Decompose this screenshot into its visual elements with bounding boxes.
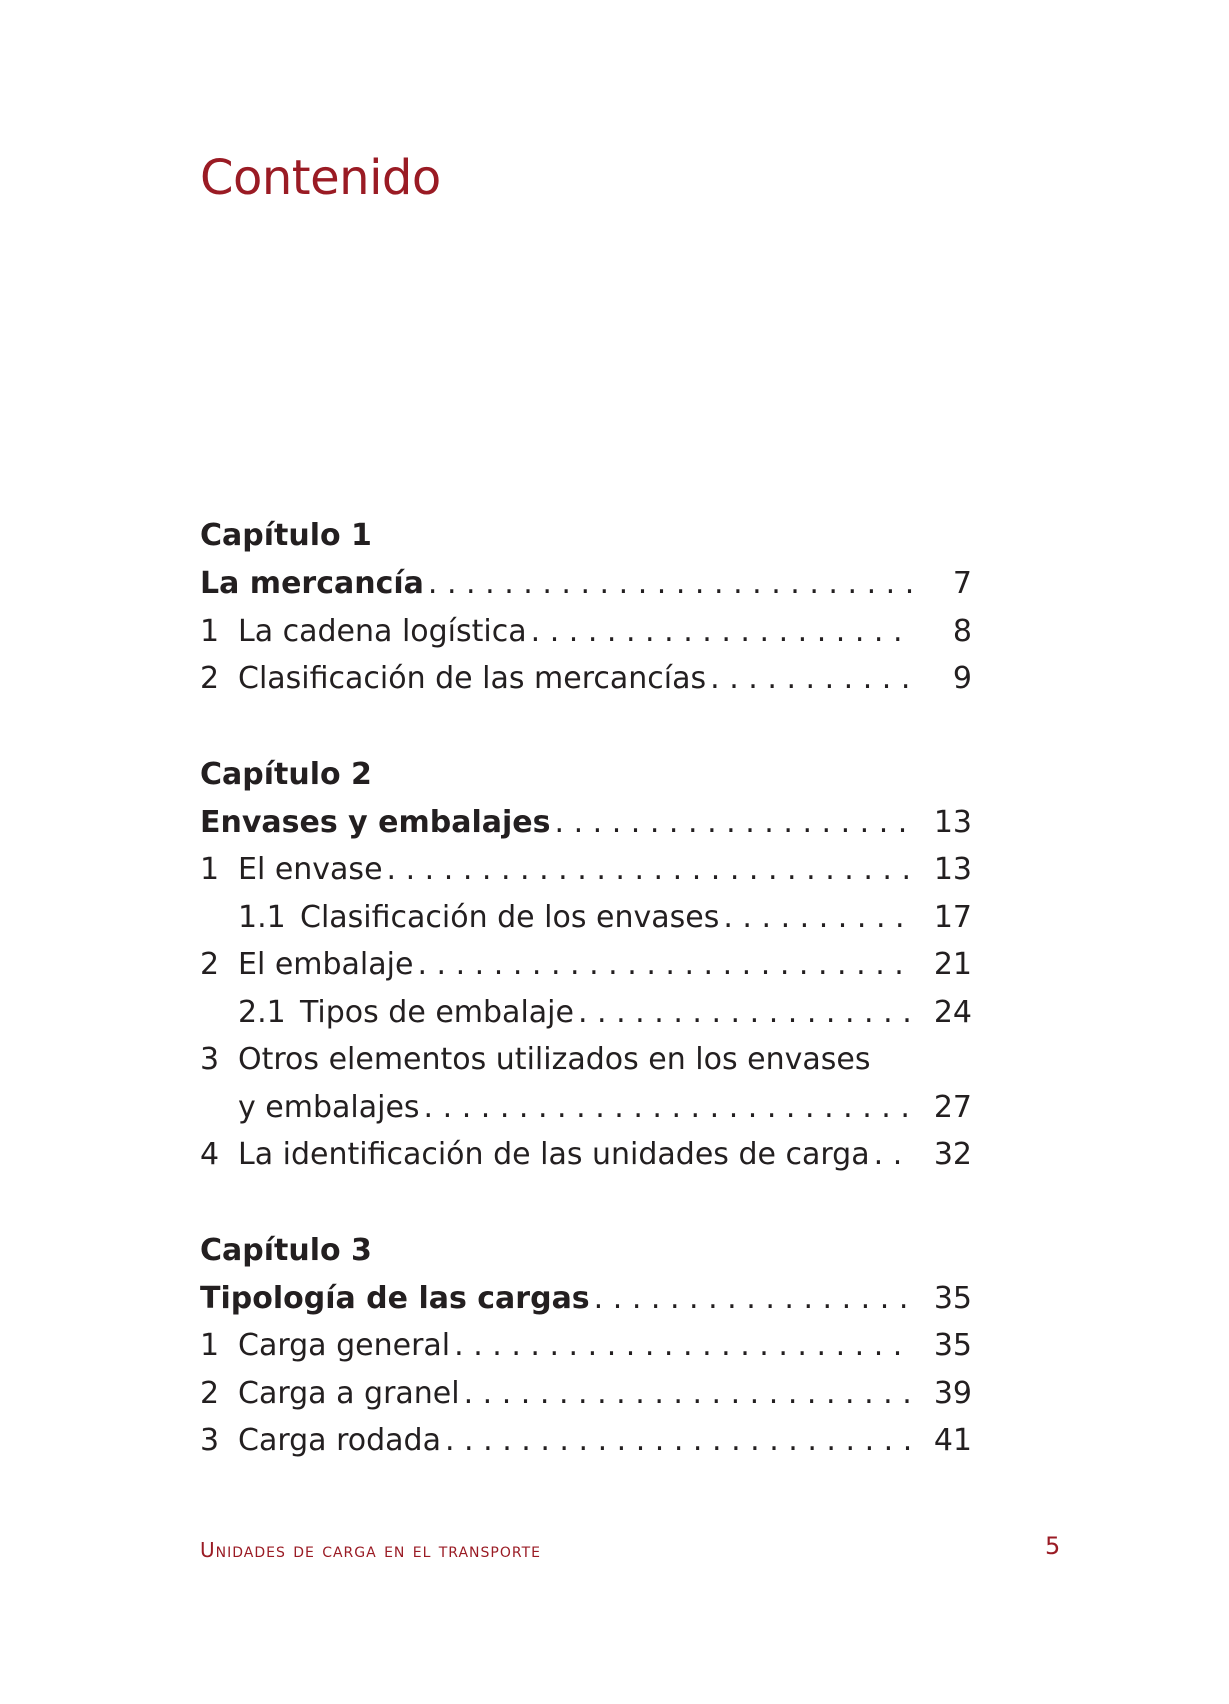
entry-number: 1.1 [238,899,286,935]
entry-number: 4 [200,1137,220,1172]
toc-entry-sub[interactable] [200,989,972,1037]
dot-leader [428,560,914,608]
page-number: 5 [1045,1532,1061,1560]
page-title: Contenido [200,150,441,206]
dot-leader [387,846,914,894]
chapter-1 [200,512,972,703]
entry-number: 3 [200,1042,220,1077]
entry-page: 35 [933,1328,972,1363]
entry-title: Clasificación de las mercancías [238,661,707,696]
entry-title: Carga rodada [238,1423,441,1458]
dot-leader [578,989,914,1037]
entry-number: 2 [200,947,220,982]
entry-title-continued: y embalajes [238,1089,420,1125]
entry-page: 21 [933,947,972,982]
entry-number: 2.1 [238,994,286,1030]
toc-entry-line1[interactable] [200,1036,972,1084]
toc-entry-chapter-heading[interactable] [200,799,972,847]
entry-number: 2 [200,1375,220,1411]
chapter-2 [200,751,972,1179]
entry-title: El envase [238,852,383,887]
dot-leader [445,1417,914,1465]
entry-number: 1 [200,613,220,649]
dot-leader [555,799,915,847]
toc-entry-chapter-heading[interactable] [200,1275,972,1323]
entry-page: 9 [952,661,972,696]
entry-title: Carga a granel [238,1375,460,1411]
toc-entry[interactable] [200,1322,972,1370]
entry-page: 13 [933,804,972,840]
chapter-label: Capítulo 1 [200,518,372,553]
dot-leader [594,1275,914,1323]
entry-page: 8 [952,613,972,649]
toc-entry-sub[interactable] [200,894,972,942]
chapter-label: Capítulo 2 [200,756,372,792]
dot-leader [874,1131,914,1179]
running-footer-title: Unidades de carga en el transporte [200,1538,541,1562]
toc-entry-line2[interactable] [200,1084,972,1132]
entry-number: 1 [200,852,220,887]
entry-title: Clasificación de los envases [300,899,720,935]
dot-leader [454,1322,914,1370]
entry-title: La identificación de las unidades de carga [238,1137,870,1172]
toc-entry[interactable] [200,655,972,703]
chapter-label: Capítulo 3 [200,1232,372,1268]
entry-title: Envases y embalajes [200,804,551,840]
entry-title: Otros elementos utilizados en los envases [238,1042,871,1077]
toc-entry[interactable] [200,1370,972,1418]
dot-leader [710,655,914,703]
entry-page: 7 [952,566,972,601]
entry-title: Tipología de las cargas [200,1280,590,1316]
dot-leader [424,1084,914,1132]
entry-title: El embalaje [238,947,414,982]
entry-number: 2 [200,661,220,696]
entry-title: Tipos de embalaje [300,994,574,1030]
dot-leader [531,608,914,656]
dot-leader [464,1370,914,1418]
dot-leader [723,894,914,942]
entry-title: La cadena logística [238,613,527,649]
toc-entry[interactable] [200,608,972,656]
dot-leader [417,941,914,989]
entry-number: 3 [200,1423,220,1458]
entry-number: 1 [200,1328,220,1363]
entry-page: 32 [933,1137,972,1172]
toc-entry-chapter-heading[interactable] [200,560,972,608]
entry-page: 35 [933,1280,972,1316]
entry-page: 27 [933,1089,972,1125]
entry-title: La mercancía [200,566,424,601]
entry-page: 17 [933,899,972,935]
toc-entry[interactable] [200,941,972,989]
toc-entry[interactable] [200,1417,972,1465]
toc-entry[interactable] [200,846,972,894]
chapter-3 [200,1227,972,1465]
entry-page: 13 [933,852,972,887]
table-of-contents [200,512,972,1513]
entry-page: 39 [933,1375,972,1411]
entry-page: 41 [933,1423,972,1458]
entry-title: Carga general [238,1328,451,1363]
toc-entry[interactable] [200,1131,972,1179]
entry-page: 24 [933,994,972,1030]
